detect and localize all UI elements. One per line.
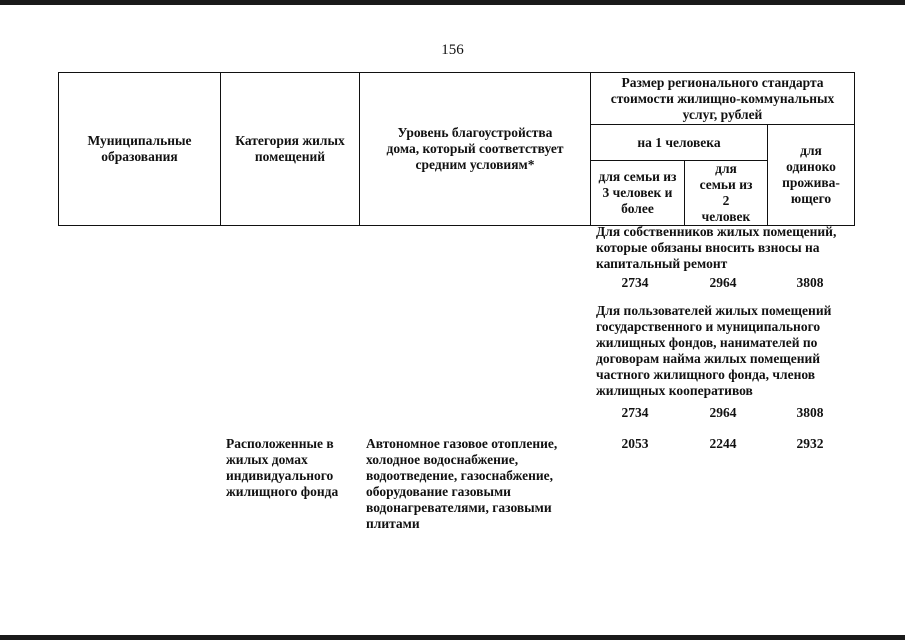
header-municipality: Муниципальные образования (59, 73, 221, 226)
header-single: для одиноко прожива-ющего (768, 125, 855, 226)
owners-value-family2: 2964 (709, 275, 737, 290)
page-number: 156 (441, 42, 464, 58)
header-standard: Размер регионального стандарта стоимости жилищно-коммунальных услуг, рублей (591, 73, 855, 125)
row-value-family2: 2244 (709, 436, 737, 451)
row-value-family3: 2053 (621, 436, 649, 451)
users-value-family2: 2964 (709, 405, 737, 420)
header-per-person: на 1 человека (591, 125, 768, 161)
owners-value-family3: 2734 (621, 275, 649, 290)
header-table (58, 72, 855, 226)
section-owners-text: Для собственников жилых помещений, которые обязаны вносить взносы на капитальный ремонт (596, 224, 837, 271)
section-users-text: Для пользователей жилых помещений государственного и муниципального жилищных фондов, нанимателей по договорам найма жилых помещений частного жилищного фонда, членов жилищных кооперативов (596, 303, 832, 398)
users-value-single: 3808 (796, 405, 824, 420)
users-value-family3: 2734 (621, 405, 649, 420)
header-family2: для семьи из 2 человек (685, 161, 768, 226)
owners-value-single: 3808 (796, 275, 824, 290)
row-level: Автономное газовое отопление, холодное водоснабжение, водоотведение, газоснабжение, оборудование газовыми водонагревателями, газовыми плитами (366, 436, 558, 531)
bottom-border (0, 635, 905, 640)
header-level: Уровень благоустройства дома, который соответствует средним условиям* (360, 73, 591, 226)
row-value-single: 2932 (796, 436, 824, 451)
row-category: Расположенные в жилых домах индивидуального жилищного фонда (226, 436, 339, 499)
header-category: Категория жилых помещений (221, 73, 360, 226)
top-border (0, 0, 905, 5)
header-family3: для семьи из 3 человек и более (591, 161, 685, 226)
